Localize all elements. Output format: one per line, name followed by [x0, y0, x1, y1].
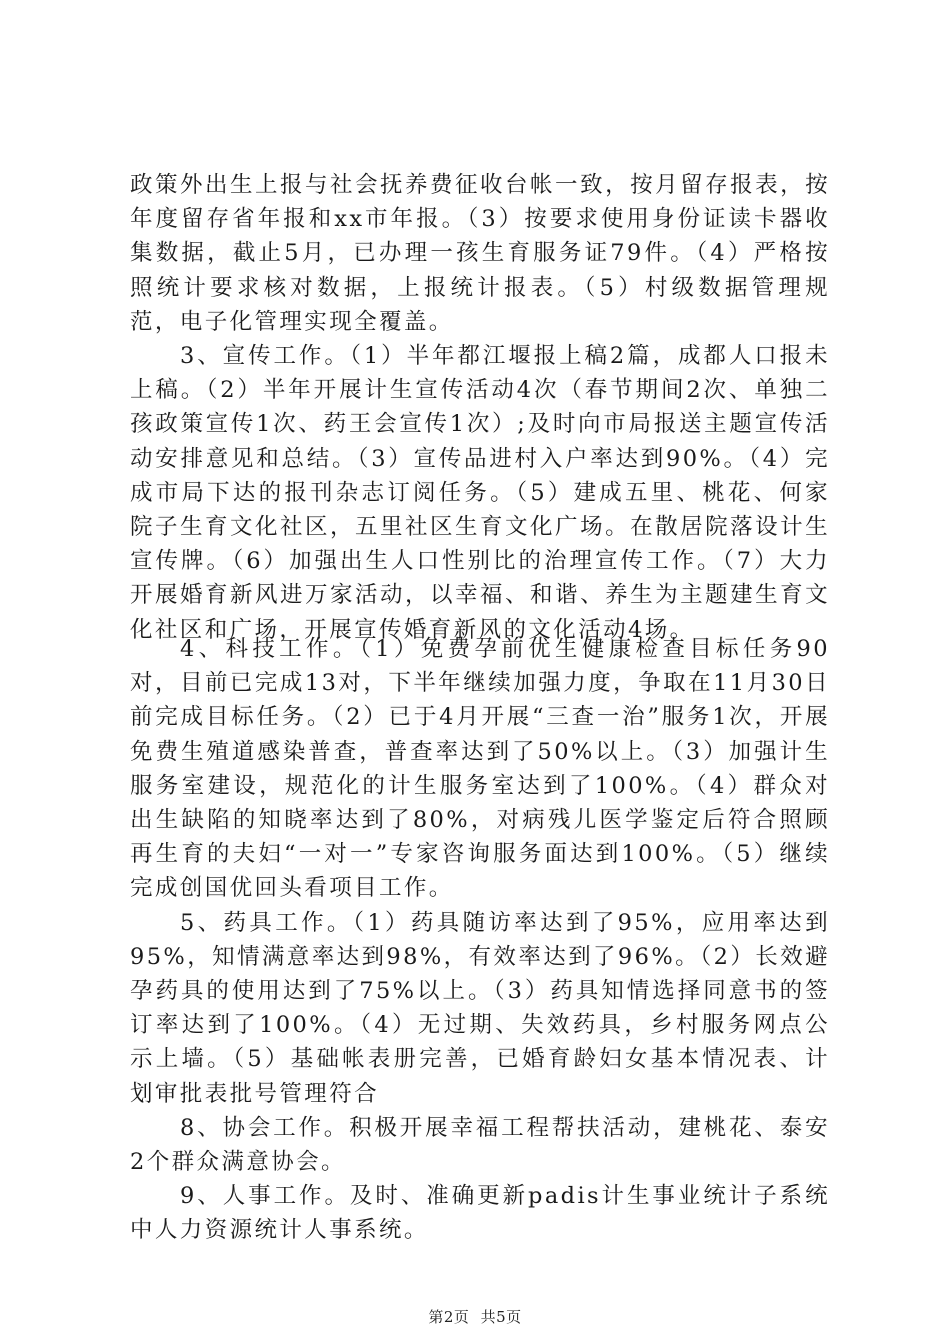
- paragraph-technology-work: 4、科技工作。（1）免费孕前优生健康检查目标任务90对，目前已完成13对，下半年继续加强力度，争取在11月30日前完成目标任务。（2）已于4月开展“三查一治”服务1次，开展免费生殖道感染普查，普查率达到了50%以上。（3）加强计生服务室建设，规范化的计生服务室达到了100%。（4）群众对出生缺陷的知晓率达到了80%，对病残儿医学鉴定后符合照顾再生育的夫妇“一对一”专家咨询服务面达到100%。（5）继续完成创国优回头看项目工作。: [130, 636, 830, 902]
- page-footer: [0, 1306, 950, 1327]
- paragraph-publicity-work: 3、宣传工作。（1）半年都江堰报上稿2篇，成都人口报未上稿。（2）半年开展计生宣传活动4次（春节期间2次、单独二孩政策宣传1次、药王会宣传1次）;及时向市局报送主题宣传活动安排意见和总结。（3）宣传品进村入户率达到90%。（4）完成市局下达的报刊杂志订阅任务。（5）建成五里、桃花、何家院子生育文化社区，五里社区生育文化广场。在散居院落设计生宣传牌。（6）加强出生人口性别比的治理宣传工作。（7）大力开展婚育新风进万家活动，以幸福、和谐、养生为主题建生育文化社区和广场，开展宣传婚育新风的文化活动4场。: [130, 343, 830, 643]
- paragraph-association-work: 8、协会工作。积极开展幸福工程帮扶活动，建桃花、泰安2个群众满意协会。: [130, 1114, 830, 1176]
- body-text-bottom: [130, 632, 830, 1248]
- page-total: 共5页: [480, 1308, 522, 1326]
- paragraph-data-management: 政策外出生上报与社会抚养费征收台帐一致，按月留存报表，按年度留存省年报和xx市年报。（3）按要求使用身份证读卡器收集数据，截止5月，已办理一孩生育服务证79件。（4）严格按照统计要求核对数据，上报统计报表。（5）村级数据管理规范，电子化管理实现全覆盖。: [130, 172, 830, 335]
- paragraph-contraceptive-work: 5、药具工作。（1）药具随访率达到了95%，应用率达到95%，知情满意率达到98%，有效率达到了96%。（2）长效避孕药具的使用达到了75%以上。（3）药具知情选择同意书的签订率达到了100%。（4）无过期、失效药具，乡村服务网点公示上墙。（5）基础帐表册完善，已婚育龄妇女基本情况表、计划审批表批号管理符合: [130, 909, 830, 1107]
- paragraph-personnel-work: 9、人事工作。及时、准确更新padis计生事业统计子系统中人力资源统计人事系统。: [130, 1183, 830, 1244]
- body-text-top: [130, 168, 830, 647]
- page-number: 第2页: [428, 1308, 470, 1326]
